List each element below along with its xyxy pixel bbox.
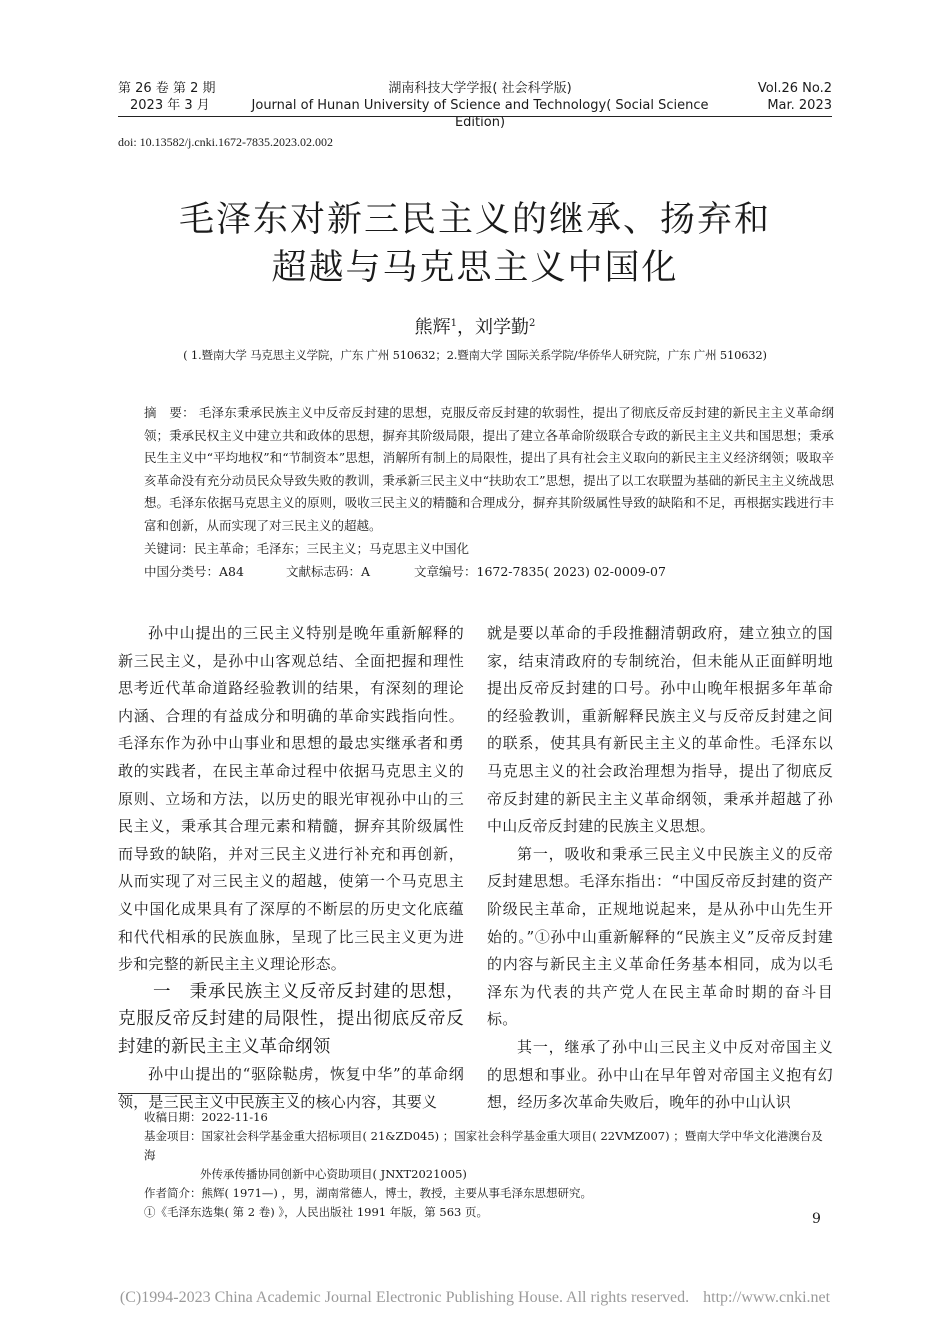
clc-number: 中国分类号：A84 — [144, 564, 244, 579]
body-column-right — [487, 620, 833, 1117]
paragraph: 第一，吸收和秉承三民主义中民族主义的反帝反封建思想。毛泽东指出：“中国反帝反封建的资产阶级民主革命，正规地说起来，是从孙中山先生开始的。”①孙中山重新解释的“民族主义”反帝反封建的内容与新民主主义革命任务基本相同，成为以毛泽东为代表的共产党人在民主革命时期的奋斗目标。 — [487, 844, 833, 1029]
fund-info-continued: 外传承传播协同创新中心资助项目( JNXT2021005) — [200, 1167, 467, 1181]
volume-en: Vol.26 No.2 — [757, 81, 832, 96]
date-en: Mar. 2023 — [767, 98, 832, 113]
abstract — [144, 402, 834, 537]
author-separator: ， — [457, 317, 475, 338]
author-2: 刘学勤 — [475, 317, 529, 338]
footnote-rule — [118, 1093, 298, 1094]
fund-info: 基金项目：国家社会科学基金重大招标项目( 21&ZD045) ；国家社会科学基金重大项目( 22VMZ007) ；暨南大学中华文化港澳台及海 — [144, 1129, 823, 1162]
authors — [118, 313, 832, 339]
keywords-text: 民主革命；毛泽东；三民主义；马克思主义中国化 — [194, 541, 470, 556]
received-date: 收稿日期：2022-11-16 — [144, 1110, 268, 1124]
volume-issue: 第 26 卷 第 2 期 — [118, 81, 216, 96]
copyright-text: (C)1994-2023 China Academic Journal Electronic Publishing House. All rights reserved. — [119, 1289, 690, 1306]
article-title — [118, 196, 832, 292]
section-heading-1: 一 秉承民族主义反帝反封建的思想，克服反帝反封建的局限性，提出彻底反帝反封建的新民主主义革命纲领 — [118, 981, 464, 1057]
classification-line — [144, 561, 834, 584]
paragraph: 孙中山提出的三民主义特别是晚年重新解释的新三民主义，是孙中山客观总结、全面把握和理性思考近代革命道路经验教训的结果，有深刻的理论内涵、合理的有益成分和明确的革命实践指向性。毛泽东作为孙中山事业和思想的最忠实继承者和勇敢的实践者，在民主革命过程中依据马克思主义的原则、立场和方法，以历史的眼光审视孙中山的三民主义，秉承其合理元素和精髓，摒弃其阶级属性而导致的缺陷，并对三民主义进行补充和再创新，从而实现了对三民主义的超越，使第一个马克思主义中国化成果具有了深厚的不断层的历史文化底蕴和代代相承的民族血脉，呈现了比三民主义更为进步和完整的新民主主义理论形态。 — [118, 624, 464, 974]
page-number: 9 — [812, 1211, 821, 1227]
author-1: 熊辉 — [414, 317, 451, 338]
journal-title-en: Journal of Hunan University of Science and Technology( Social Science Edition) — [251, 98, 709, 130]
keywords — [144, 538, 834, 561]
title-line-1: 毛泽东对新三民主义的继承、扬弃和 — [178, 200, 771, 240]
header-right — [672, 80, 832, 114]
body-column-left — [118, 620, 464, 1116]
footnote-1: ①《毛泽东选集( 第 2 卷) 》，人民出版社 1991 年版，第 563 页。 — [144, 1205, 488, 1219]
keywords-label: 关键词： — [144, 541, 195, 556]
paragraph: 就是要以革命的手段推翻清朝政府，建立独立的国家，结束清政府的专制统治，但未能从正面鲜明地提出反帝反封建的口号。孙中山晚年根据多年革命的经验教训，重新解释民族主义与反帝反封建之间的联系，使其具有新民主主义的革命性。毛泽东以马克思主义的社会政治理想为指导，提出了彻底反帝反封建的新民主主义革命纲领，秉承并超越了孙中山反帝反封建的民族主义思想。 — [487, 624, 833, 836]
header-center — [230, 80, 730, 131]
date-cn: 2023 年 3 月 — [130, 98, 210, 113]
journal-title-cn: 湖南科技大学学报( 社会科学版) — [388, 81, 572, 96]
article-number: 文章编号：1672-7835( 2023) 02-0009-07 — [414, 564, 666, 579]
copyright-watermark — [0, 1289, 950, 1307]
cnki-url[interactable]: http://www.cnki.net — [703, 1289, 831, 1306]
paragraph: 孙中山提出的“驱除鞑虏，恢复中华”的革命纲领，是三民主义中民族主义的核心内容，其要义 — [118, 1065, 464, 1111]
affiliation: ( 1.暨南大学 马克思主义学院，广东 广州 510632；2.暨南大学 国际关系学院/华侨华人研究院，广东 广州 510632) — [183, 348, 767, 362]
abstract-label: 摘 要： — [144, 405, 195, 420]
doi[interactable]: doi: 10.13582/j.cnki.1672-7835.2023.02.002 — [118, 135, 333, 149]
title-line-2: 超越与马克思主义中国化 — [271, 248, 679, 288]
author-2-affil: 2 — [529, 318, 536, 329]
author-1-affil: 1 — [450, 318, 457, 329]
abstract-text: 毛泽东秉承民族主义中反帝反封建的思想，克服反帝反封建的软弱性，提出了彻底反帝反封建的新民主主义革命纲领；秉承民权主义中建立共和政体的思想，摒弃其阶级局限，提出了建立各革命阶级联合专政的新民主主义共和国思想；秉承民生主义中“平均地权”和“节制资本”思想，消解所有制上的局限性，提出了具有社会主义取向的新民主主义经济纲领；吸取辛亥革命没有充分动员民众导致失败的教训，秉承新三民主义中“扶助农工”思想，提出了以工农联盟为基础的新民主主义统战思想。毛泽东依据马克思主义的原则，吸收三民主义的精髓和合理成分，摒弃其阶级属性导致的缺陷和不足，再根据实践进行丰富和创新，从而实现了对三民主义的超越。 — [144, 405, 834, 533]
header-rule — [118, 116, 832, 117]
document-code: 文献标志码：A — [286, 564, 371, 579]
author-bio: 作者简介：熊辉( 1971—) ，男，湖南常德人，博士，教授，主要从事毛泽东思想研究。 — [144, 1186, 593, 1200]
footnotes — [144, 1108, 834, 1222]
paragraph: 其一，继承了孙中山三民主义中反对帝国主义的思想和事业。孙中山在早年曾对帝国主义抱有幻想，经历多次革命失败后，晚年的孙中山认识 — [487, 1037, 833, 1112]
